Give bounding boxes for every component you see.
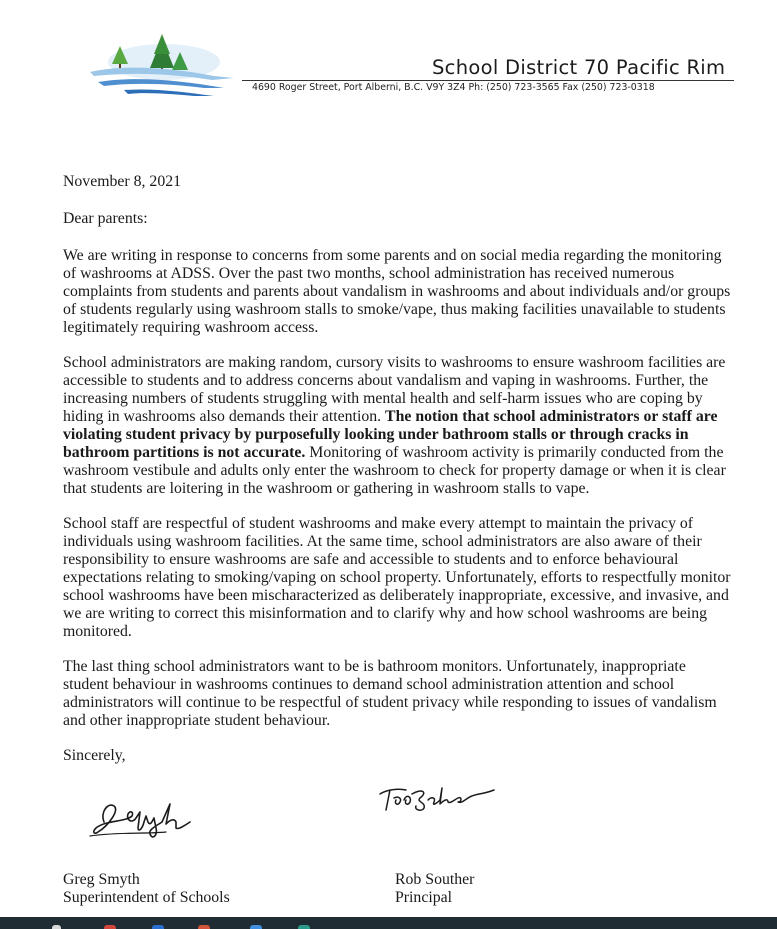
taskbar: [0, 917, 777, 929]
signatory-2: [395, 871, 474, 907]
signatory-1-title: Superintendent of Schools: [63, 889, 230, 906]
app-icon-blue[interactable]: [152, 925, 164, 929]
signatory-2-name: Rob Souther: [395, 871, 475, 888]
paragraph-2-start: School administrators are making random, cursory visits to washrooms to ensure washroom facilities are accessible to students and to address concerns about vandalism and vaping in washrooms. Further, the increasing numbers of students struggling with mental health and self-harm issues who are coping by hiding in washrooms also demands their attention.: [63, 354, 726, 425]
app-icon-lightblue[interactable]: [250, 925, 262, 929]
letter-date: November 8, 2021: [63, 173, 182, 190]
paragraph-1: We are writing in response to concerns from some parents and on social media regarding the monitoring of washrooms at ADSS. Over the past two months, school administration has received numerous complaints from students and parents about vandalism in washrooms and about individuals and/or groups of students regularly using washroom stalls to smoke/vape, thus making facilities unavailable to students legitimately requiring washroom access.: [63, 247, 731, 336]
district-name: School District 70 Pacific Rim: [432, 56, 726, 79]
paragraph-2-bold: The notion that school administrators or staff are violating student privacy by purposefully looking under bathroom stalls or through cracks in bathroom partitions is not accurate.: [63, 408, 718, 461]
signatory-2-title: Principal: [395, 889, 453, 906]
district-address: 4690 Roger Street, Port Alberni, B.C. V9Y 3Z4 Ph: (250) 723-3565 Fax (250) 723-0318: [252, 82, 655, 93]
district-logo: [84, 30, 244, 106]
signatory-1: [63, 871, 230, 907]
file-icon[interactable]: [52, 925, 61, 929]
header-divider: [242, 80, 734, 81]
paragraph-2-end: Monitoring of washroom activity is primarily conducted from the washroom vestibule and adults only enter the washroom to check for property damage or when it is clear that students are loitering in the washroom or gathering in washroom stalls to vape.: [63, 444, 726, 497]
paragraph-2: [63, 354, 733, 498]
signature-rob-souther: [376, 780, 502, 816]
closing: Sincerely,: [63, 747, 126, 764]
app-icon-orange[interactable]: [198, 925, 210, 929]
app-icon-teal[interactable]: [298, 925, 310, 929]
signatory-1-name: Greg Smyth: [63, 871, 140, 888]
letter-body: [63, 173, 733, 765]
signature-greg-smyth: [86, 792, 216, 842]
salutation: Dear parents:: [63, 210, 148, 227]
paragraph-3: School staff are respectful of student washrooms and make every attempt to maintain the privacy of individuals using washroom facilities. At the same time, school administrators are also aware of their responsibility to ensure washrooms are safe and accessible to students and to enforce behavioural expectations relating to smoking/vaping on school property. Unfortunately, efforts to respectfully monitor school washrooms have been mischaracterized as deliberately inappropriate, excessive, and invasive, and we are writing to correct this misinformation and to clarify why and how school washrooms are being monitored.: [63, 515, 731, 640]
app-icon-red[interactable]: [104, 925, 116, 929]
paragraph-4: The last thing school administrators want to be is bathroom monitors. Unfortunately, inappropriate student behaviour in washrooms continues to demand school administration attention and school administrators will continue to be respectful of student privacy while responding to issues of vandalism and other inappropriate student behaviour.: [63, 658, 717, 729]
